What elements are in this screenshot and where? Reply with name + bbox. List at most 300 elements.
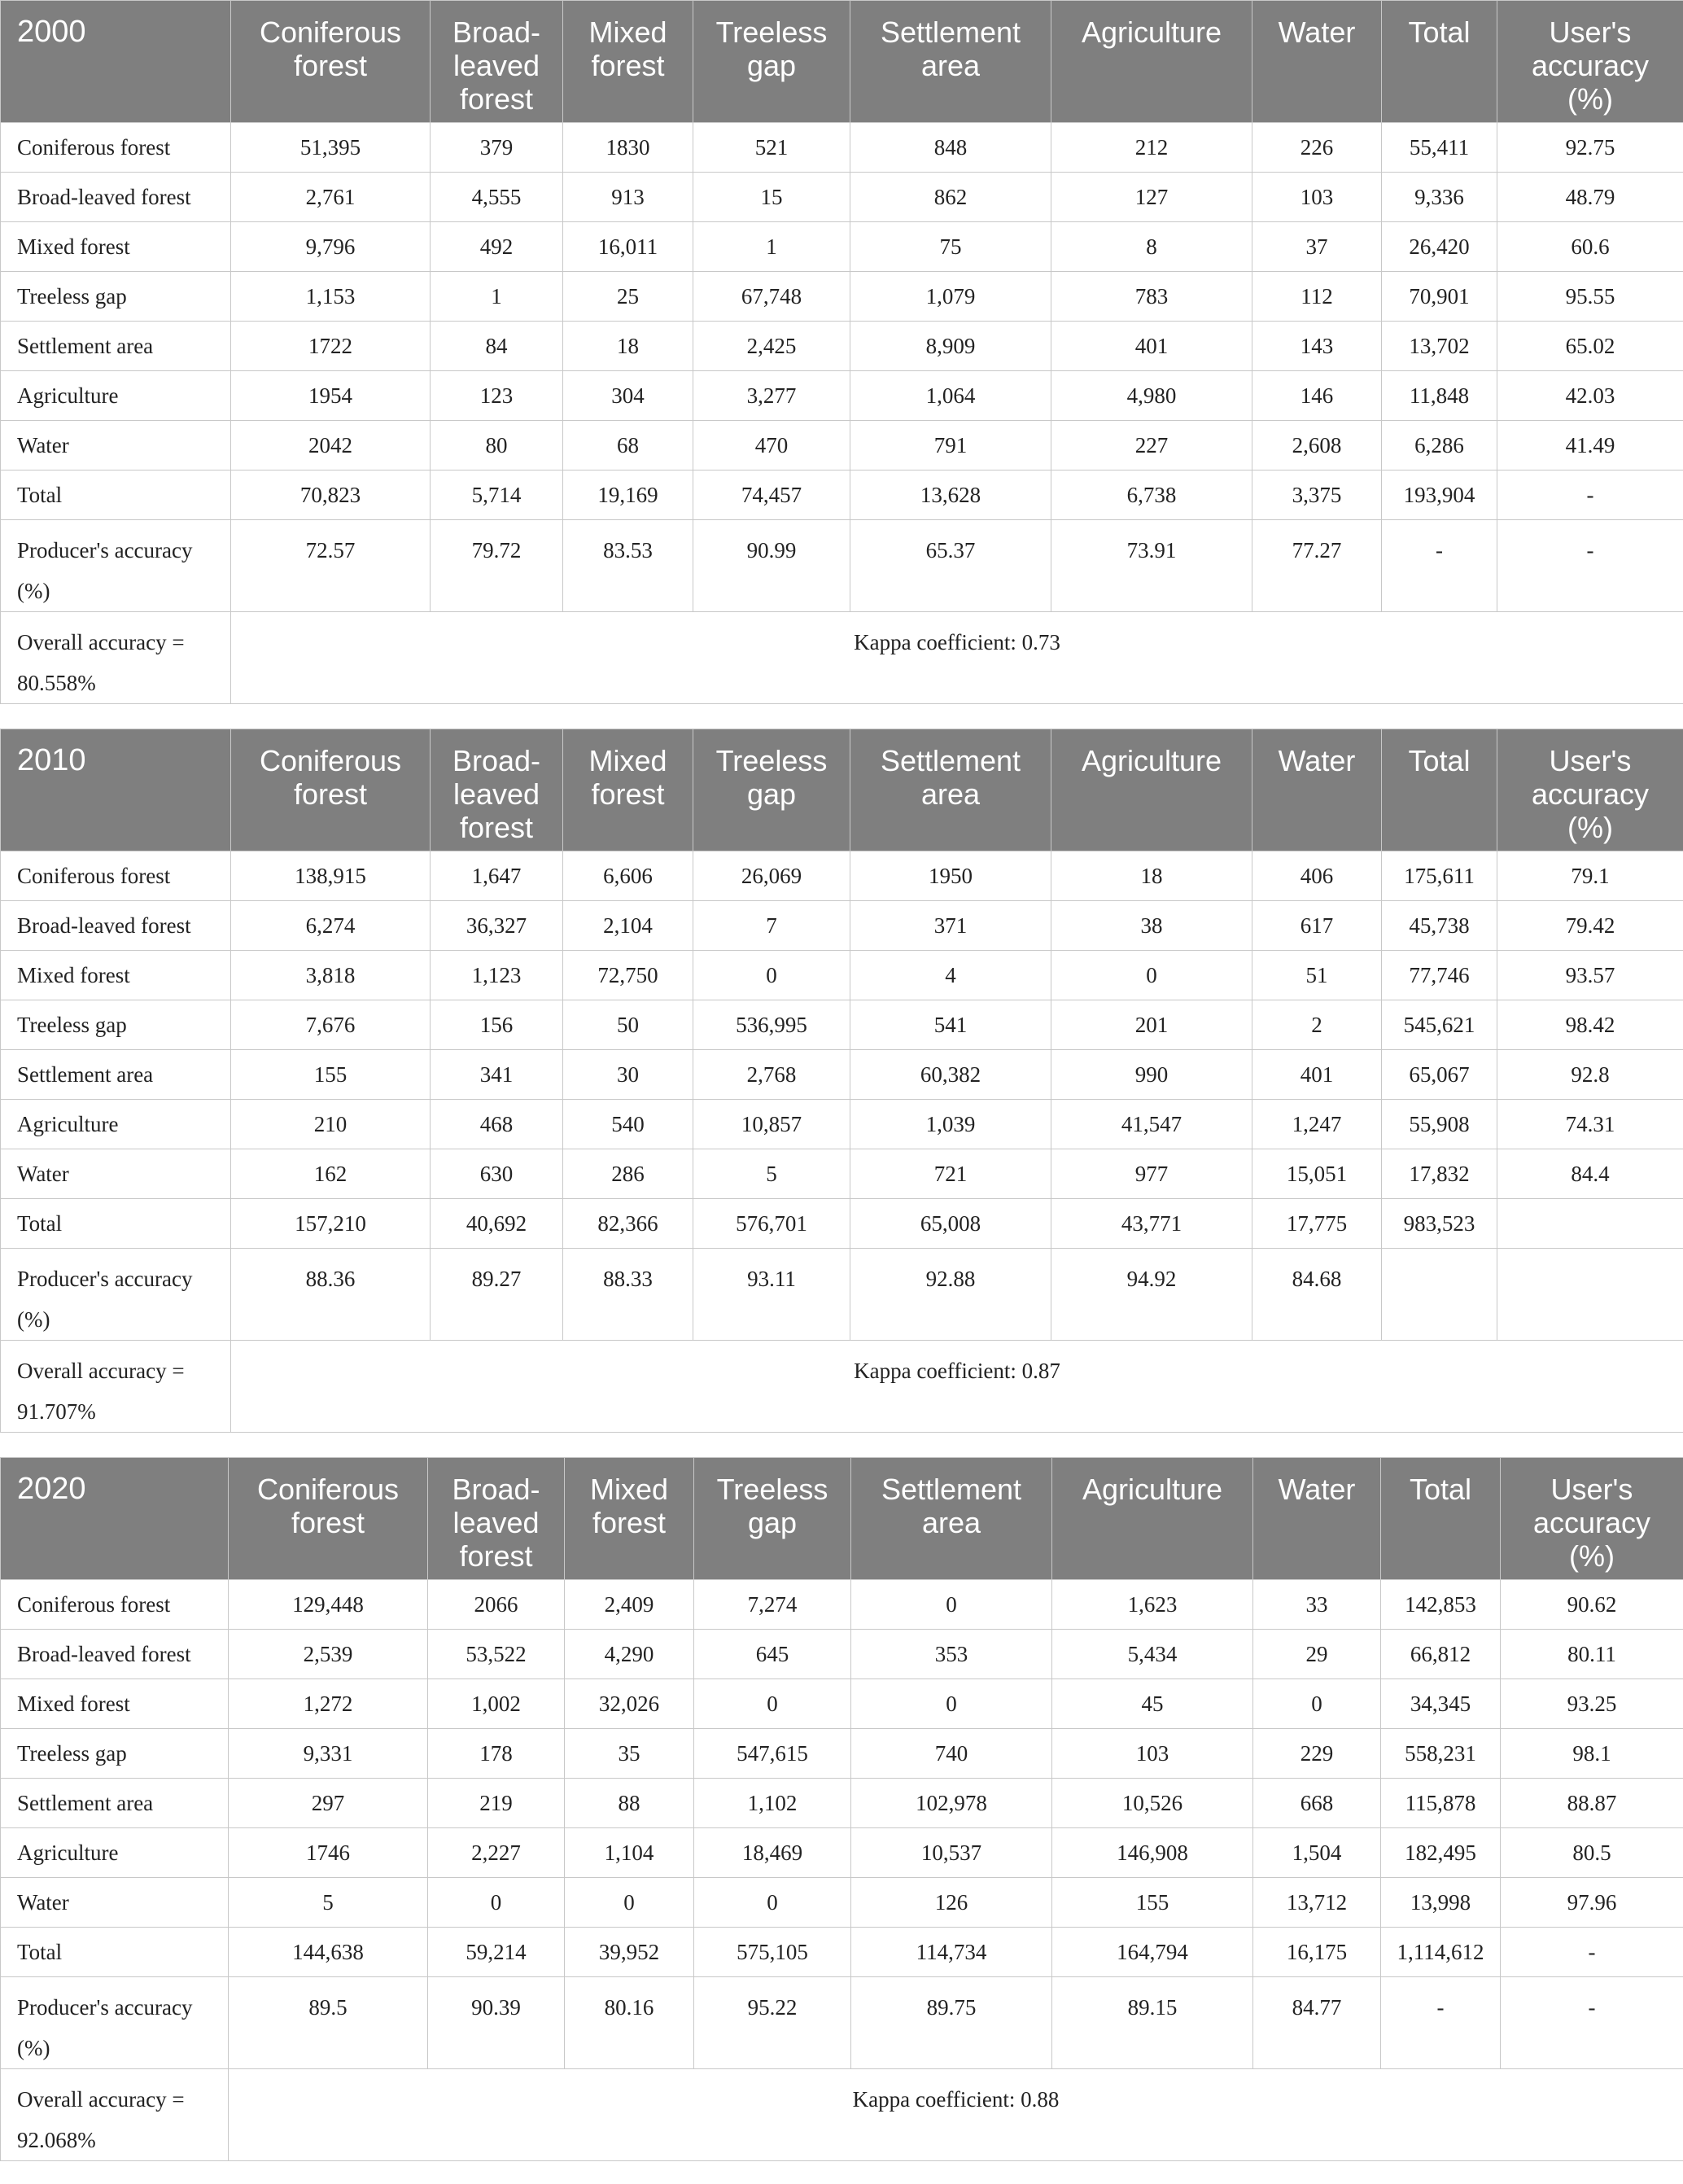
column-header-treeless-gap: Treeless gap <box>694 1458 851 1580</box>
table-cell: 1,153 <box>231 272 431 322</box>
table-cell: 90.39 <box>428 1977 565 2069</box>
table-cell: 77,746 <box>1382 951 1497 1000</box>
table-cell: 102,978 <box>851 1779 1052 1828</box>
table-cell: 70,823 <box>231 471 431 520</box>
table-cell: 6,738 <box>1051 471 1252 520</box>
table-cell: 545,621 <box>1382 1000 1497 1050</box>
table-cell: 80 <box>431 421 563 471</box>
table-cell: 175,611 <box>1382 851 1497 901</box>
row-label: Broad-leaved forest <box>1 901 231 951</box>
table-cell: 36,327 <box>431 901 563 951</box>
table-cell: 92.75 <box>1497 123 1683 173</box>
table-cell: 89.5 <box>229 1977 428 2069</box>
table-cell: 0 <box>565 1878 694 1928</box>
table-cell: - <box>1382 520 1497 612</box>
table-cell: 6,606 <box>563 851 693 901</box>
producers-accuracy-row <box>1 1249 1683 1341</box>
table-cell: 103 <box>1252 173 1382 222</box>
table-cell: 67,748 <box>693 272 850 322</box>
table-cell: 88 <box>565 1779 694 1828</box>
column-header-agriculture: Agriculture <box>1051 729 1252 851</box>
table-cell: 11,848 <box>1382 371 1497 421</box>
row-label: Agriculture <box>1 1828 229 1878</box>
table-cell: 9,331 <box>229 1729 428 1779</box>
table-cell: 89.75 <box>851 1977 1052 2069</box>
table-cell: 51 <box>1252 951 1382 1000</box>
table-cell: 990 <box>1051 1050 1252 1100</box>
column-header-broad-leaved-forest: Broad-leaved forest <box>431 1 563 123</box>
table-cell: 50 <box>563 1000 693 1050</box>
table-cell: 1,079 <box>850 272 1051 322</box>
table-row <box>1 322 1683 371</box>
row-label: Water <box>1 1878 229 1928</box>
table-cell: 547,615 <box>694 1729 851 1779</box>
table-cell: 65,008 <box>850 1199 1051 1249</box>
table-cell: 93.57 <box>1497 951 1683 1000</box>
table-cell: 93.25 <box>1501 1679 1683 1729</box>
kappa-coefficient: Kappa coefficient: 0.73 <box>231 612 1683 704</box>
table-cell: 164,794 <box>1052 1928 1253 1977</box>
table-cell: 18,469 <box>694 1828 851 1878</box>
table-row <box>1 1679 1683 1729</box>
row-label: Water <box>1 1149 231 1199</box>
table-cell: 536,995 <box>693 1000 850 1050</box>
row-label: Treeless gap <box>1 1000 231 1050</box>
table-cell: 156 <box>431 1000 563 1050</box>
table-cell: 55,908 <box>1382 1100 1497 1149</box>
table-cell: 127 <box>1051 173 1252 222</box>
column-header-broad-leaved-forest: Broad-leaved forest <box>428 1458 565 1580</box>
column-header-coniferous-forest: Coniferous forest <box>231 729 431 851</box>
table-cell: 2,104 <box>563 901 693 951</box>
table-cell: 7,274 <box>694 1580 851 1630</box>
table-cell: 2,409 <box>565 1580 694 1630</box>
table-row <box>1 1000 1683 1050</box>
table-row <box>1 421 1683 471</box>
column-header-coniferous-forest: Coniferous forest <box>229 1458 428 1580</box>
table-cell: 4,290 <box>565 1630 694 1679</box>
table-cell: 304 <box>563 371 693 421</box>
table-cell: 1,623 <box>1052 1580 1253 1630</box>
table-cell: 98.42 <box>1497 1000 1683 1050</box>
table-cell: 8,909 <box>850 322 1051 371</box>
table-cell: 144,638 <box>229 1928 428 1977</box>
table-cell: 37 <box>1252 222 1382 272</box>
row-label: Total <box>1 471 231 520</box>
column-header-agriculture: Agriculture <box>1052 1458 1253 1580</box>
producers-accuracy-row <box>1 520 1683 612</box>
table-cell: 406 <box>1252 851 1382 901</box>
table-cell: 5 <box>693 1149 850 1199</box>
table-cell: 84 <box>431 322 563 371</box>
table-cell: 25 <box>563 272 693 322</box>
table-cell: 84.68 <box>1252 1249 1382 1341</box>
table-cell: 84.77 <box>1253 1977 1381 2069</box>
table-cell: 521 <box>693 123 850 173</box>
table-cell: 26,420 <box>1382 222 1497 272</box>
table-cell: 88.33 <box>563 1249 693 1341</box>
table-cell: 15,051 <box>1252 1149 1382 1199</box>
table-cell: 8 <box>1051 222 1252 272</box>
row-label: Mixed forest <box>1 1679 229 1729</box>
table-cell: 73.91 <box>1051 520 1252 612</box>
column-header-water: Water <box>1252 1 1382 123</box>
overall-accuracy-row <box>1 2069 1683 2161</box>
column-header-water: Water <box>1253 1458 1381 1580</box>
table-cell: 146 <box>1252 371 1382 421</box>
column-header-user-s-accuracy: User's accuracy (%) <box>1497 1 1683 123</box>
table-cell: - <box>1501 1977 1683 2069</box>
row-label: Coniferous forest <box>1 1580 229 1630</box>
table-cell: 80.5 <box>1501 1828 1683 1878</box>
table-row <box>1 371 1683 421</box>
table-cell: 977 <box>1051 1149 1252 1199</box>
table-cell: 17,775 <box>1252 1199 1382 1249</box>
table-cell <box>1497 1249 1683 1341</box>
table-cell: 26,069 <box>693 851 850 901</box>
table-cell: 18 <box>1051 851 1252 901</box>
table-cell: 721 <box>850 1149 1051 1199</box>
table-cell: 155 <box>231 1050 431 1100</box>
table-cell: 103 <box>1052 1729 1253 1779</box>
column-header-treeless-gap: Treeless gap <box>693 1 850 123</box>
confusion-matrix-2010 <box>0 729 1683 1433</box>
row-label: Treeless gap <box>1 272 231 322</box>
table-cell: 1,272 <box>229 1679 428 1729</box>
table-row <box>1 1928 1683 1977</box>
table-cell: 80.11 <box>1501 1630 1683 1679</box>
table-cell: 53,522 <box>428 1630 565 1679</box>
table-row <box>1 1729 1683 1779</box>
table-cell: 286 <box>563 1149 693 1199</box>
column-header-settlement-area: Settlement area <box>851 1458 1052 1580</box>
table-cell: 88.36 <box>231 1249 431 1341</box>
table-cell: 668 <box>1253 1779 1381 1828</box>
table-cell: 114,734 <box>851 1928 1052 1977</box>
table-cell: 92.8 <box>1497 1050 1683 1100</box>
table-cell: 576,701 <box>693 1199 850 1249</box>
table-cell: 97.96 <box>1501 1878 1683 1928</box>
table-cell: 3,277 <box>693 371 850 421</box>
table-cell: 138,915 <box>231 851 431 901</box>
overall-accuracy-row <box>1 612 1683 704</box>
table-row <box>1 1580 1683 1630</box>
column-header-total: Total <box>1382 1 1497 123</box>
table-cell: 79.42 <box>1497 901 1683 951</box>
table-cell: 42.03 <box>1497 371 1683 421</box>
row-label: Settlement area <box>1 322 231 371</box>
table-cell: 5 <box>229 1878 428 1928</box>
column-header-user-s-accuracy: User's accuracy (%) <box>1497 729 1683 851</box>
table-cell: 7 <box>693 901 850 951</box>
table-cell: 540 <box>563 1100 693 1149</box>
table-cell: 1,002 <box>428 1679 565 1729</box>
column-header-treeless-gap: Treeless gap <box>693 729 850 851</box>
table-row <box>1 1828 1683 1878</box>
row-label: Producer's accuracy (%) <box>1 1977 229 2069</box>
table-cell: 74,457 <box>693 471 850 520</box>
table-cell: 75 <box>850 222 1051 272</box>
kappa-coefficient: Kappa coefficient: 0.87 <box>231 1341 1683 1433</box>
table-cell: 341 <box>431 1050 563 1100</box>
table-cell: - <box>1497 471 1683 520</box>
column-header-settlement-area: Settlement area <box>850 729 1051 851</box>
table-cell: 630 <box>431 1149 563 1199</box>
table-cell: 92.88 <box>850 1249 1051 1341</box>
table-cell: 51,395 <box>231 123 431 173</box>
row-label: Settlement area <box>1 1050 231 1100</box>
row-label: Mixed forest <box>1 951 231 1000</box>
column-header-agriculture: Agriculture <box>1051 1 1252 123</box>
table-cell: 1,123 <box>431 951 563 1000</box>
producers-accuracy-row <box>1 1977 1683 2069</box>
row-label: Settlement area <box>1 1779 229 1828</box>
table-cell: 90.62 <box>1501 1580 1683 1630</box>
row-label: Mixed forest <box>1 222 231 272</box>
table-cell: 1 <box>693 222 850 272</box>
table-row <box>1 1630 1683 1679</box>
table-cell: 93.11 <box>693 1249 850 1341</box>
table-cell: 0 <box>851 1679 1052 1729</box>
table-row <box>1 1149 1683 1199</box>
table-cell: 10,857 <box>693 1100 850 1149</box>
table-cell: 15 <box>693 173 850 222</box>
column-header-mixed-forest: Mixed forest <box>565 1458 694 1580</box>
table-cell: 79.72 <box>431 520 563 612</box>
table-cell: 45,738 <box>1382 901 1497 951</box>
column-header-broad-leaved-forest: Broad-leaved forest <box>431 729 563 851</box>
table-cell: 157,210 <box>231 1199 431 1249</box>
table-cell: 1,247 <box>1252 1100 1382 1149</box>
table-cell: 48.79 <box>1497 173 1683 222</box>
table-cell: 0 <box>1253 1679 1381 1729</box>
table-cell: 401 <box>1051 322 1252 371</box>
table-cell: 3,818 <box>231 951 431 1000</box>
table-row <box>1 123 1683 173</box>
table-cell: 13,712 <box>1253 1878 1381 1928</box>
table-row <box>1 1199 1683 1249</box>
table-cell: 55,411 <box>1382 123 1497 173</box>
table-cell: 98.1 <box>1501 1729 1683 1779</box>
table-cell: 129,448 <box>229 1580 428 1630</box>
table-cell: 645 <box>694 1630 851 1679</box>
table-cell: 7,676 <box>231 1000 431 1050</box>
table-cell: 4,555 <box>431 173 563 222</box>
table-cell: 66,812 <box>1381 1630 1501 1679</box>
table-cell: 740 <box>851 1729 1052 1779</box>
column-header-settlement-area: Settlement area <box>850 1 1051 123</box>
table-row <box>1 1878 1683 1928</box>
kappa-coefficient: Kappa coefficient: 0.88 <box>229 2069 1683 2161</box>
table-cell: 38 <box>1051 901 1252 951</box>
table-cell: 74.31 <box>1497 1100 1683 1149</box>
table-cell: 1,104 <box>565 1828 694 1878</box>
table-cell: 13,702 <box>1382 322 1497 371</box>
table-cell: 95.55 <box>1497 272 1683 322</box>
row-label: Total <box>1 1199 231 1249</box>
table-cell: 13,998 <box>1381 1878 1501 1928</box>
row-label: Agriculture <box>1 1100 231 1149</box>
table-cell: 59,214 <box>428 1928 565 1977</box>
table-cell: 182,495 <box>1381 1828 1501 1878</box>
table-cell: 2,425 <box>693 322 850 371</box>
table-row <box>1 471 1683 520</box>
table-cell <box>1497 1199 1683 1249</box>
column-header-coniferous-forest: Coniferous forest <box>231 1 431 123</box>
table-cell: 1,114,612 <box>1381 1928 1501 1977</box>
table-cell: 89.27 <box>431 1249 563 1341</box>
table-cell: 193,904 <box>1382 471 1497 520</box>
column-header-mixed-forest: Mixed forest <box>563 1 693 123</box>
table-cell: 1,064 <box>850 371 1051 421</box>
table-cell: 401 <box>1252 1050 1382 1100</box>
table-cell: 146,908 <box>1052 1828 1253 1878</box>
table-row <box>1 901 1683 951</box>
table-cell: 862 <box>850 173 1051 222</box>
table-cell: 45 <box>1052 1679 1253 1729</box>
column-header-user-s-accuracy: User's accuracy (%) <box>1501 1458 1683 1580</box>
header-row <box>1 729 1683 851</box>
table-cell: 1746 <box>229 1828 428 1878</box>
table-row <box>1 1100 1683 1149</box>
table-cell: 70,901 <box>1382 272 1497 322</box>
table-cell: 1,102 <box>694 1779 851 1828</box>
table-cell: 492 <box>431 222 563 272</box>
column-header-total: Total <box>1382 729 1497 851</box>
table-cell: 2042 <box>231 421 431 471</box>
table-cell: 0 <box>693 951 850 1000</box>
table-cell: 65.37 <box>850 520 1051 612</box>
table-cell: 16,175 <box>1253 1928 1381 1977</box>
table-row <box>1 1050 1683 1100</box>
table-cell: 40,692 <box>431 1199 563 1249</box>
table-cell: 229 <box>1253 1729 1381 1779</box>
table-cell: 94.92 <box>1051 1249 1252 1341</box>
table-cell: 5,714 <box>431 471 563 520</box>
table-cell: 226 <box>1252 123 1382 173</box>
table-cell: 126 <box>851 1878 1052 1928</box>
table-cell: 201 <box>1051 1000 1252 1050</box>
table-cell: 4 <box>850 951 1051 1000</box>
table-cell: 17,832 <box>1382 1149 1497 1199</box>
table-cell: 5,434 <box>1052 1630 1253 1679</box>
table-cell: 848 <box>850 123 1051 173</box>
table-cell: 9,796 <box>231 222 431 272</box>
table-cell: 379 <box>431 123 563 173</box>
table-cell: 1830 <box>563 123 693 173</box>
row-label: Coniferous forest <box>1 123 231 173</box>
table-cell: 1722 <box>231 322 431 371</box>
table-cell: 39,952 <box>565 1928 694 1977</box>
table-cell: 913 <box>563 173 693 222</box>
table-cell: 84.4 <box>1497 1149 1683 1199</box>
confusion-matrix-2020 <box>0 1457 1683 2161</box>
row-label: Producer's accuracy (%) <box>1 1249 231 1341</box>
column-header-total: Total <box>1381 1458 1501 1580</box>
column-header-mixed-forest: Mixed forest <box>563 729 693 851</box>
row-label: Water <box>1 421 231 471</box>
table-cell: 1954 <box>231 371 431 421</box>
table-cell: 88.87 <box>1501 1779 1683 1828</box>
table-cell: 90.99 <box>693 520 850 612</box>
table-cell: 541 <box>850 1000 1051 1050</box>
table-row <box>1 951 1683 1000</box>
table-cell: 41.49 <box>1497 421 1683 471</box>
row-label: Broad-leaved forest <box>1 1630 229 1679</box>
table-cell: 219 <box>428 1779 565 1828</box>
table-cell: 575,105 <box>694 1928 851 1977</box>
table-row <box>1 272 1683 322</box>
table-cell: 89.15 <box>1052 1977 1253 2069</box>
table-cell: 80.16 <box>565 1977 694 2069</box>
table-year: 2000 <box>1 1 231 123</box>
table-cell: 142,853 <box>1381 1580 1501 1630</box>
table-cell: 6,274 <box>231 901 431 951</box>
table-cell: 123 <box>431 371 563 421</box>
table-cell: 60,382 <box>850 1050 1051 1100</box>
table-year: 2020 <box>1 1458 229 1580</box>
table-cell: 2 <box>1252 1000 1382 1050</box>
table-cell: 32,026 <box>565 1679 694 1729</box>
overall-accuracy-row <box>1 1341 1683 1433</box>
table-cell: 72.57 <box>231 520 431 612</box>
table-cell: 0 <box>694 1679 851 1729</box>
table-cell: 34,345 <box>1381 1679 1501 1729</box>
table-cell: 210 <box>231 1100 431 1149</box>
table-cell: 470 <box>693 421 850 471</box>
table-cell: 1,647 <box>431 851 563 901</box>
row-label: Broad-leaved forest <box>1 173 231 222</box>
table-cell: 1 <box>431 272 563 322</box>
overall-accuracy: Overall accuracy = 80.558% <box>1 612 231 704</box>
table-cell: 6,286 <box>1382 421 1497 471</box>
table-cell: 77.27 <box>1252 520 1382 612</box>
table-cell: 0 <box>851 1580 1052 1630</box>
table-cell: 60.6 <box>1497 222 1683 272</box>
confusion-matrix-2000 <box>0 0 1683 704</box>
table-cell: 1,039 <box>850 1100 1051 1149</box>
table-cell: 10,537 <box>851 1828 1052 1878</box>
table-cell: - <box>1497 520 1683 612</box>
table-cell: 18 <box>563 322 693 371</box>
table-cell: 19,169 <box>563 471 693 520</box>
table-cell: 162 <box>231 1149 431 1199</box>
table-cell: 65.02 <box>1497 322 1683 371</box>
table-cell: 0 <box>428 1878 565 1928</box>
overall-accuracy: Overall accuracy = 92.068% <box>1 2069 229 2161</box>
row-label: Treeless gap <box>1 1729 229 1779</box>
row-label: Producer's accuracy (%) <box>1 520 231 612</box>
table-cell: 143 <box>1252 322 1382 371</box>
table-cell: 468 <box>431 1100 563 1149</box>
table-row <box>1 173 1683 222</box>
header-row <box>1 1 1683 123</box>
row-label: Total <box>1 1928 229 1977</box>
table-cell: 115,878 <box>1381 1779 1501 1828</box>
table-cell: 43,771 <box>1051 1199 1252 1249</box>
table-cell: 9,336 <box>1382 173 1497 222</box>
table-cell: 178 <box>428 1729 565 1779</box>
table-row <box>1 851 1683 901</box>
table-cell: 0 <box>694 1878 851 1928</box>
table-row <box>1 222 1683 272</box>
table-cell <box>1382 1249 1497 1341</box>
table-cell: 30 <box>563 1050 693 1100</box>
table-cell: 558,231 <box>1381 1729 1501 1779</box>
table-cell: 212 <box>1051 123 1252 173</box>
table-cell: 1950 <box>850 851 1051 901</box>
table-cell: 4,980 <box>1051 371 1252 421</box>
